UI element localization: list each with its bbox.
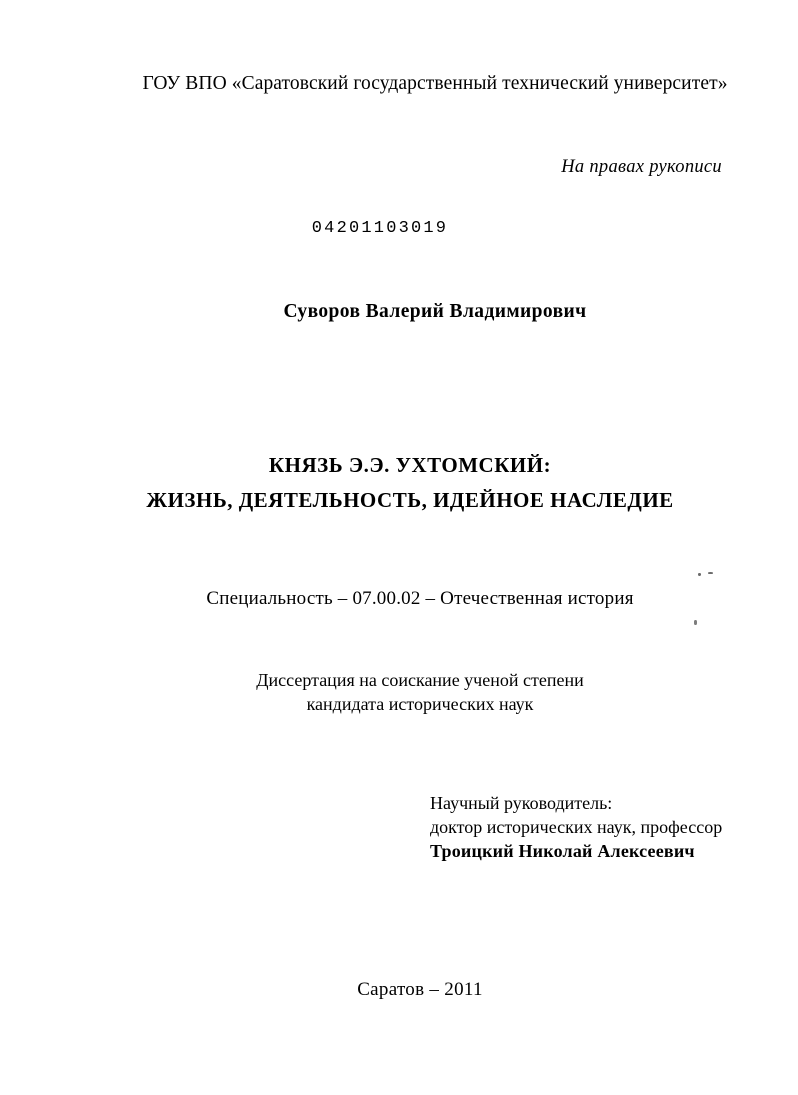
scan-speck-artifact bbox=[698, 573, 701, 576]
degree-statement-line-1: Диссертация на соискание ученой степени bbox=[256, 670, 584, 690]
scan-speck-artifact bbox=[694, 620, 697, 625]
catalogue-number: 04201103019 bbox=[311, 219, 449, 238]
supervisor-block bbox=[300, 791, 723, 863]
dissertation-title-line-2: ЖИЗНЬ, ДЕЯТЕЛЬНОСТЬ, ИДЕЙНОЕ НАСЛЕДИЕ bbox=[146, 488, 674, 512]
manuscript-rights-note: На правах рукописи bbox=[561, 157, 722, 177]
imprint-place-year: Саратов – 2011 bbox=[357, 979, 483, 1000]
degree-statement bbox=[140, 669, 700, 717]
supervisor-name: Троицкий Николай Алексеевич bbox=[430, 841, 695, 862]
scan-speck-artifact bbox=[708, 572, 713, 574]
specialty-line: Специальность – 07.00.02 – Отечественная история bbox=[206, 588, 634, 609]
supervisor-rank: доктор исторических наук, профессор bbox=[430, 817, 723, 838]
degree-statement-line-2: кандидата исторических наук bbox=[306, 693, 534, 714]
institution-name: ГОУ ВПО «Саратовский государственный технический университет» bbox=[142, 73, 728, 94]
supervisor-label: Научный руководитель: bbox=[430, 793, 613, 813]
dissertation-title bbox=[100, 455, 720, 511]
author-name: Суворов Валерий Владимирович bbox=[283, 301, 587, 322]
dissertation-title-line-1: КНЯЗЬ Э.Э. УХТОМСКИЙ: bbox=[268, 453, 552, 477]
